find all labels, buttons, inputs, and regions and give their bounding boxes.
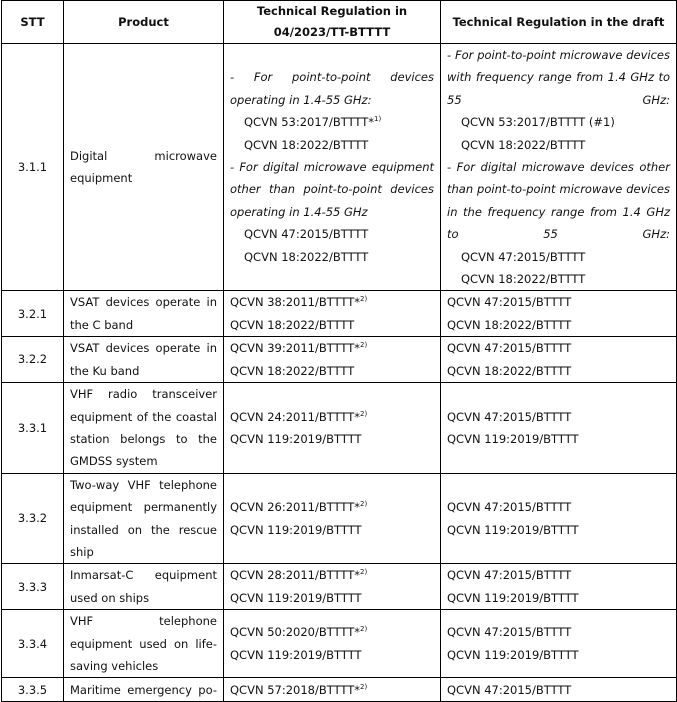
footnote-marker: 2): [360, 682, 368, 691]
stt-cell: 3.3.1: [2, 383, 64, 474]
regulation-code: [447, 246, 670, 268]
header-product: Product: [64, 1, 224, 44]
regulation-code: [447, 519, 670, 541]
regulation-code: [230, 679, 434, 701]
regulation-code: [230, 291, 434, 313]
current-regulation-cell: [224, 44, 441, 291]
stt-cell: 3.1.1: [2, 44, 64, 291]
category-note: [447, 44, 670, 111]
regulation-code-text: QCVN 18:2022/BTTTT: [244, 249, 369, 264]
regulation-code-text: QCVN 18:2022/BTTTT: [244, 137, 369, 152]
regulation-code: [230, 587, 434, 609]
regulation-code: [230, 428, 434, 450]
stt-cell: 3.2.1: [2, 291, 64, 337]
regulation-code: [230, 564, 434, 586]
regulation-code-text: QCVN 53:2017/BTTTT*: [244, 115, 374, 130]
current-regulation-cell: [224, 383, 441, 474]
header-stt: STT: [2, 1, 64, 44]
regulation-code: [230, 644, 434, 666]
regulation-code: [447, 337, 670, 359]
regulation-code: [230, 134, 434, 156]
regulation-code: [230, 337, 434, 359]
regulation-code: [447, 587, 670, 609]
category-note-text: - For point-to-point microwave devices with frequency range from 1.4 GHz to 55 GHz:: [447, 48, 670, 107]
product-cell: VHF telephone equipment used on life-saving vehicles: [64, 610, 224, 678]
draft-regulation-cell: [441, 473, 677, 564]
regulation-code: [447, 564, 670, 586]
footnote-marker: 2): [360, 409, 368, 418]
regulation-code: [447, 111, 670, 133]
current-regulation-cell: [224, 564, 441, 610]
table-row: [2, 473, 677, 564]
footnote-marker: 2): [360, 341, 368, 350]
regulation-code-text: QCVN 119:2019/BTTTT: [230, 431, 362, 446]
regulation-code-text: QCVN 47:2015/BTTTT: [447, 409, 572, 424]
regulation-code-text: QCVN 47:2015/BTTTT: [447, 341, 572, 356]
current-regulation-cell: [224, 610, 441, 678]
regulation-code-text: QCVN 119:2019/BTTTT: [447, 590, 579, 605]
draft-regulation-cell: [441, 564, 677, 610]
draft-regulation-cell: [441, 383, 677, 474]
regulation-code-text: QCVN 119:2019/BTTTT: [230, 590, 362, 605]
regulation-code: [230, 621, 434, 643]
regulation-code-text: QCVN 119:2019/BTTTT: [447, 431, 579, 446]
header-current-regulation: Technical Regulation in 04/2023/TT-BTTTT: [224, 1, 441, 44]
category-note: [230, 156, 434, 223]
regulation-code-text: QCVN 53:2017/BTTTT (#1): [461, 115, 615, 130]
regulation-code: [447, 406, 670, 428]
table-row: [2, 678, 677, 702]
footnote-marker: 1): [374, 115, 382, 124]
current-regulation-cell: [224, 337, 441, 383]
draft-regulation-cell: [441, 678, 677, 702]
category-note-text: - For point-to-point devices operating in 1.4-55 GHz:: [230, 70, 434, 107]
regulation-code-text: QCVN 47:2015/BTTTT: [447, 682, 572, 697]
regulation-code: [447, 428, 670, 450]
draft-regulation-cell: [441, 291, 677, 337]
regulation-code-text: QCVN 18:2022/BTTTT: [461, 272, 586, 287]
regulation-code: [447, 679, 670, 701]
regulation-code: [230, 519, 434, 541]
regulation-code-text: QCVN 50:2020/BTTTT*: [230, 625, 360, 640]
regulation-code: [447, 644, 670, 666]
product-cell: Two-way VHF telephone equipment permanently installed on the rescue ship: [64, 473, 224, 564]
regulation-code-text: QCVN 26:2011/BTTTT*: [230, 500, 360, 515]
regulation-code-text: QCVN 57:2018/BTTTT*: [230, 682, 360, 697]
regulation-code: [230, 360, 434, 382]
table-row: [2, 610, 677, 678]
table-row: [2, 564, 677, 610]
regulation-code: [447, 291, 670, 313]
table-row: [2, 337, 677, 383]
regulation-table: [1, 0, 677, 702]
category-note-text: - For digital microwave devices other than point-to-point microwave devices in the frequency range from 1.4 GHz to 55 GHz:: [447, 160, 670, 242]
footnote-marker: 2): [360, 500, 368, 509]
header-row: [2, 1, 677, 44]
draft-regulation-cell: [441, 610, 677, 678]
regulation-code-text: QCVN 18:2022/BTTTT: [230, 363, 355, 378]
footnote-marker: 2): [360, 568, 368, 577]
footnote-marker: 2): [360, 295, 368, 304]
category-note: [447, 156, 670, 246]
product-cell: Digital microwave equipment: [64, 44, 224, 291]
regulation-code: [230, 496, 434, 518]
regulation-code-text: QCVN 18:2022/BTTTT: [447, 317, 572, 332]
regulation-code-text: QCVN 18:2022/BTTTT: [461, 137, 586, 152]
regulation-code: [230, 406, 434, 428]
regulation-code: [447, 360, 670, 382]
stt-cell: 3.3.4: [2, 610, 64, 678]
table-row: [2, 383, 677, 474]
category-note: [230, 66, 434, 111]
product-cell: Maritime emergency po-: [64, 678, 224, 702]
product-cell: VHF radio transceiver equipment of the coastal station belongs to the GMDSS system: [64, 383, 224, 474]
current-regulation-cell: [224, 473, 441, 564]
regulation-code-text: QCVN 47:2015/BTTTT: [244, 227, 369, 242]
regulation-code: [230, 314, 434, 336]
stt-cell: 3.3.2: [2, 473, 64, 564]
regulation-code-text: QCVN 28:2011/BTTTT*: [230, 568, 360, 583]
regulation-code: [447, 496, 670, 518]
regulation-code: [447, 314, 670, 336]
category-note-text: - For digital microwave equipment other than point-to-point devices operating in 1.4-55 GHz: [230, 160, 434, 219]
footnote-marker: 2): [360, 625, 368, 634]
regulation-code: [230, 111, 434, 133]
stt-cell: 3.3.5: [2, 678, 64, 702]
table-row: [2, 291, 677, 337]
stt-cell: 3.3.3: [2, 564, 64, 610]
regulation-code-text: QCVN 47:2015/BTTTT: [447, 625, 572, 640]
regulation-code-text: QCVN 119:2019/BTTTT: [230, 522, 362, 537]
regulation-code-text: QCVN 47:2015/BTTTT: [447, 295, 572, 310]
header-draft-regulation: Technical Regulation in the draft: [441, 1, 677, 44]
regulation-code-text: QCVN 18:2022/BTTTT: [230, 317, 355, 332]
draft-regulation-cell: [441, 44, 677, 291]
regulation-code: [230, 246, 434, 268]
regulation-code: [230, 223, 434, 245]
table-row: [2, 44, 677, 291]
regulation-code-text: QCVN 24:2011/BTTTT*: [230, 409, 360, 424]
regulation-code-text: QCVN 39:2011/BTTTT*: [230, 341, 360, 356]
current-regulation-cell: [224, 678, 441, 702]
product-cell: VSAT devices operate in the Ku band: [64, 337, 224, 383]
regulation-code-text: QCVN 47:2015/BTTTT: [447, 500, 572, 515]
regulation-code-text: QCVN 47:2015/BTTTT: [447, 568, 572, 583]
regulation-code-text: QCVN 119:2019/BTTTT: [447, 522, 579, 537]
regulation-code-text: QCVN 38:2011/BTTTT*: [230, 295, 360, 310]
draft-regulation-cell: [441, 337, 677, 383]
regulation-code: [447, 268, 670, 290]
stt-cell: 3.2.2: [2, 337, 64, 383]
regulation-code-text: QCVN 119:2019/BTTTT: [447, 647, 579, 662]
regulation-code: [447, 621, 670, 643]
regulation-code-text: QCVN 18:2022/BTTTT: [447, 363, 572, 378]
product-cell: VSAT devices operate in the C band: [64, 291, 224, 337]
regulation-code: [447, 134, 670, 156]
regulation-code-text: QCVN 119:2019/BTTTT: [230, 647, 362, 662]
regulation-code-text: QCVN 47:2015/BTTTT: [461, 249, 586, 264]
product-cell: Inmarsat-C equipment used on ships: [64, 564, 224, 610]
current-regulation-cell: [224, 291, 441, 337]
